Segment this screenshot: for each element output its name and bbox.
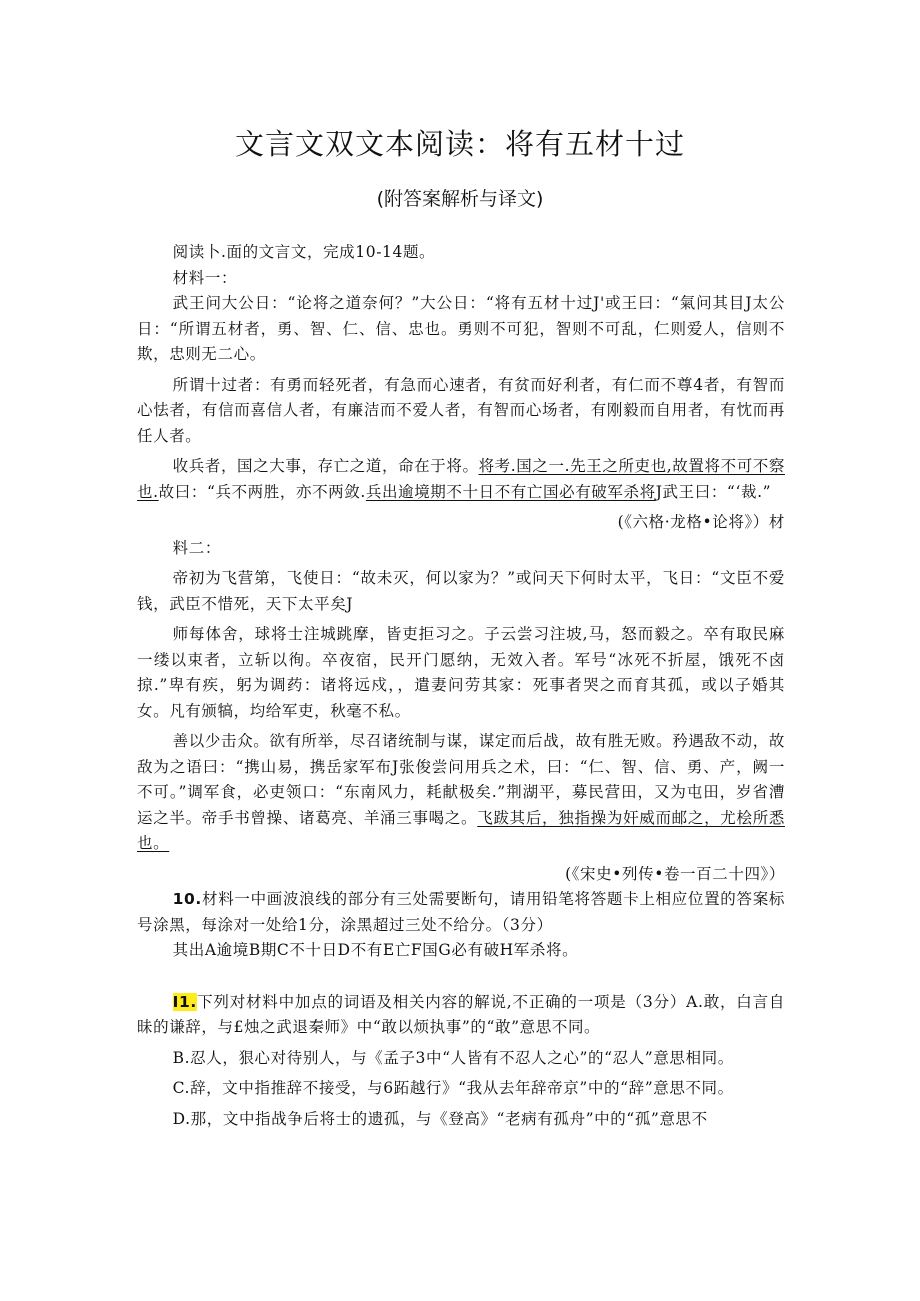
m1-p3-wavy-line: 兵出逾境期不十日不有亡国必有破军杀将 (365, 482, 656, 501)
m1-source: (《六格·龙格•论将》）材 (617, 513, 785, 531)
material1-label: 材料一： (172, 268, 238, 287)
m1-p3-underlined-1: 将考.国之一.先王之所吏也,故置将不可不察也. (137, 457, 785, 501)
intro-line: 阅读卜.面的文言文，完成10-14题。 (172, 243, 436, 261)
m1-paragraph-2: 所谓十过者：有勇而轻死者，有急而心速者，有贫而好利者，有仁而不尊4者，有智而心怯者，有信而喜信人者，有廉洁而不爱人者，有智而心场者，有刚毅而自用者，有忱而再任人者。 (137, 375, 785, 445)
m1-p3-text-c: J武王曰：“‘裁.” (655, 482, 772, 501)
q11-option-c: C.辞，文中指推辞不接受，与6跖越行》“我从去年辞帝京”中的“辞”意思不同。 (172, 1079, 734, 1097)
q10-number: 10. (172, 890, 202, 908)
q11-option-d: D.那，文中指战争后将士的遗孤，与《登高》“老病有孤舟”中的“孤”意思不 (172, 1109, 708, 1128)
question-11 (137, 990, 785, 1041)
document-subtitle: (附答案解析与译文) (376, 188, 544, 210)
material2-label: 料二： (172, 538, 221, 557)
document-body (137, 240, 785, 1132)
q11-option-b: B.忍人，狠心对待别人，与《孟子3中“人皆有不忍人之心”的“忍人”意思相同。 (172, 1048, 734, 1067)
q11-number: I1. (172, 992, 197, 1011)
m2-paragraph-2: 师每体舍，球将士注城跳摩，皆吏拒习之。子云尝习注坡,马，怒而毅之。卒有取民麻一缕以束者，立斩以徇。卒夜宿，民开门愿纳，无效入者。军号“冰死不折屋，饿死不卤掠.”卑有疾，躬为调药：诸将远戍，，遣妻问劳其家：死事者哭之而育其孤，或以子婚其女。凡有颁犒，均给军吏，秋毫不私。 (137, 625, 785, 720)
m2-paragraph-3 (137, 729, 785, 857)
m2-p3-text: 善以少击众。欲有所举，尽召诸统制与谋，谋定而后战，故有胜无败。矜遇敌不动，故敌为之语曰：“携山易，携岳家军布J张俊尝问用兵之术，曰：“仁、智、信、勇、产，阙一不可。”调军食，必吏领口：“东南风力，耗献极矣.”荆湖平，募民营田，又为屯田，岁省漕运之半。帝手书曾操、诸葛亮、羊涌三事喝之。 (137, 732, 785, 827)
m1-paragraph-1: 武王问大公日：“论将之道奈何？”大公日：“将有五材十过J'或王曰：“氣问其目J太公日：“所谓五材者，勇、智、仁、信、忠也。勇则不可犯，智则不可乱，仁则爱人，信则不欺，忠则无二心。 (137, 294, 785, 363)
m1-p3-text-a: 收兵者，国之大事，存亡之道，命在于将。 (172, 457, 479, 475)
m2-paragraph-1: 帝初为飞营第，飞使日：“故未灭，何以家为？”或问天下何时太平，飞日：“文臣不爱钱，武臣不惜死，天下太平矣J (137, 569, 785, 613)
m2-p3-underlined: 飞跋其后，独指操为奸威而邮之，尤桧所悉也。 (137, 808, 785, 852)
document-title: 文言文双文本阅读：将有五材十过 (234, 127, 685, 161)
spacer (137, 964, 785, 990)
q10-options: 其出A逾境B期C不十日D不有E亡F国G必有破H军杀将。 (172, 941, 579, 959)
q11-text: 下列对材料中加点的词语及相关内容的解说,不正确的一项是（3分）A.敢，白言自昧的谦辞，与£烛之武退秦师》中“敢以烦执事”的“敢”意思不同。 (137, 992, 785, 1036)
m1-paragraph-3 (137, 454, 785, 505)
m2-source: (《宋史•列传•卷一百二十四》） (565, 864, 785, 883)
m1-p3-text-b: 故曰：“兵不两胜，亦不两敛. (158, 482, 366, 501)
question-10 (137, 887, 785, 938)
q10-text: 材料一中画波浪线的部分有三处需要断句，请用铅笔将答题卡上相应位置的答案标号涂黑，每涂对一处给1分，涂黑超过三处不给分。（3分） (137, 890, 785, 934)
